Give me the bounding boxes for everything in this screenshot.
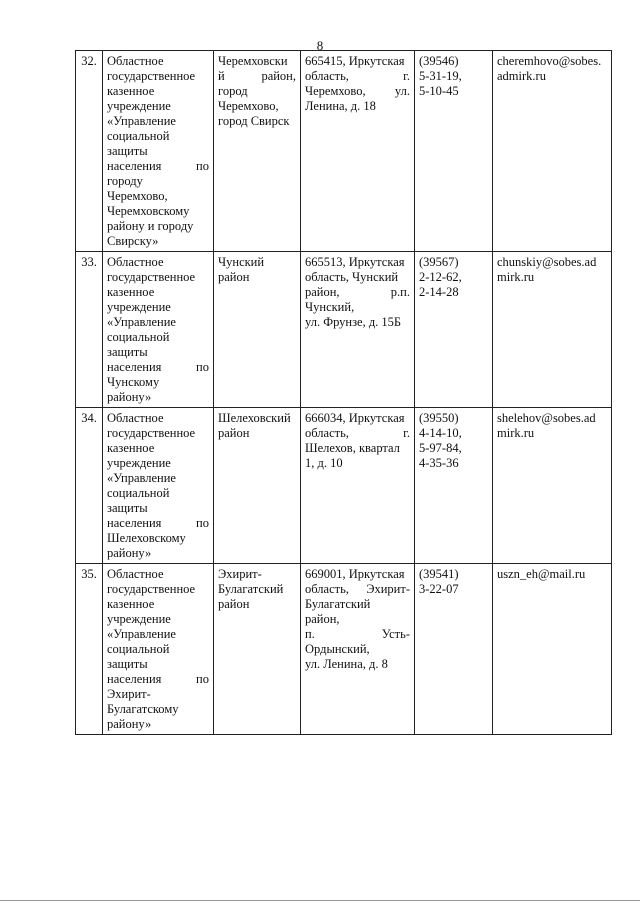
address — [301, 252, 415, 408]
institution-name-line: государственное — [107, 69, 196, 83]
district-line-part: й — [218, 69, 225, 83]
institution-name-line: «Управление — [107, 471, 176, 485]
phone-line: (39550) — [419, 411, 459, 425]
phone — [415, 51, 493, 252]
address-line: 1, д. 10 — [305, 456, 343, 470]
phone — [415, 408, 493, 564]
email-line: uszn_eh@mail.ru — [497, 567, 586, 581]
institution-name-line: казенное — [107, 597, 155, 611]
address-line: Ленина, д. 18 — [305, 99, 376, 113]
institution-name-line: социальной — [107, 486, 170, 500]
address-line — [305, 426, 410, 441]
address-line: Ордынский, — [305, 642, 370, 656]
institution-name-line: государственное — [107, 426, 196, 440]
district-line: город Свирск — [218, 114, 290, 128]
institution-name-line: району и городу — [107, 219, 194, 233]
institution-name-line: «Управление — [107, 315, 176, 329]
institution-name-line — [107, 516, 209, 531]
phone-line: 5-31-19, — [419, 69, 462, 83]
address-line: 669001, Иркутская — [305, 567, 405, 581]
page-number: 8 — [316, 38, 324, 53]
institution-name-line: защиты — [107, 345, 148, 359]
table-row — [76, 564, 612, 735]
institution-name-line — [107, 672, 209, 687]
table-row — [76, 51, 612, 252]
institution-name-line: Областное — [107, 567, 164, 581]
row-number — [76, 408, 103, 564]
district-line: район — [218, 597, 250, 611]
email — [493, 564, 612, 735]
table-row — [76, 252, 612, 408]
row-number — [76, 252, 103, 408]
institution-name-line: учреждение — [107, 456, 171, 470]
institution-name-line: Свирску» — [107, 234, 159, 248]
institution-name — [103, 51, 214, 252]
district-line: Шелеховский — [218, 411, 291, 425]
address-line-part: Эхирит- — [366, 582, 410, 596]
institution-name-line: Шелеховскому — [107, 531, 186, 545]
district-line — [218, 69, 296, 84]
email-line: mirk.ru — [497, 270, 535, 284]
email — [493, 408, 612, 564]
institution-name-line: Областное — [107, 54, 164, 68]
institution-name — [103, 408, 214, 564]
district-line: Булагатский — [218, 582, 284, 596]
institution-name-line: учреждение — [107, 612, 171, 626]
address-line-part: п. — [305, 627, 315, 641]
address-line: район, — [305, 612, 340, 626]
row-number-line: 35. — [81, 567, 97, 581]
address-line-part: область, — [305, 426, 349, 440]
address-line — [305, 69, 410, 84]
institution-name-line: району» — [107, 546, 152, 560]
district-line: район — [218, 270, 250, 284]
address-line: 665415, Иркутская — [305, 54, 405, 68]
phone-line: 4-35-36 — [419, 456, 459, 470]
phone — [415, 252, 493, 408]
institution-name-line-part: населения — [107, 516, 162, 530]
phone-line: (39541) — [419, 567, 459, 581]
row-number-line: 34. — [81, 411, 97, 425]
institution-name-line: «Управление — [107, 114, 176, 128]
address-line: 666034, Иркутская — [305, 411, 405, 425]
row-number-line: 33. — [81, 255, 97, 269]
district — [214, 252, 301, 408]
institution-name-line: району» — [107, 390, 152, 404]
district-line: Черемхово, — [218, 99, 279, 113]
row-number — [76, 564, 103, 735]
institution-name — [103, 564, 214, 735]
address-line-part: г. — [403, 426, 410, 440]
institution-name-line: Чунскому — [107, 375, 160, 389]
institution-name-line: Эхирит- — [107, 687, 151, 701]
institution-name-line: защиты — [107, 657, 148, 671]
institution-name-line: государственное — [107, 582, 196, 596]
institution-name-line: Областное — [107, 255, 164, 269]
email-line: cheremhovo@sobes. — [497, 54, 602, 68]
address-line-part: область, — [305, 69, 349, 83]
row-number — [76, 51, 103, 252]
institution-name-line-part: населения — [107, 672, 162, 686]
institution-name-line-part: по — [196, 360, 209, 374]
institution-name-line-part: по — [196, 159, 209, 173]
institution-name-line: социальной — [107, 642, 170, 656]
district-line-part: район, — [261, 69, 296, 83]
phone-line: 3-22-07 — [419, 582, 459, 596]
address-line: Чунский, — [305, 300, 355, 314]
institution-name-line: социальной — [107, 129, 170, 143]
address-line — [305, 627, 410, 642]
phone-line: (39567) — [419, 255, 459, 269]
institution-name-line: Черемхово, — [107, 189, 168, 203]
address-line-part: Черемхово, — [305, 84, 366, 98]
address-line-part: г. — [403, 69, 410, 83]
table-row — [76, 408, 612, 564]
phone-line: 5-10-45 — [419, 84, 459, 98]
email-line: chunskiy@sobes.ad — [497, 255, 597, 269]
institution-name-line: Булагатскому — [107, 702, 179, 716]
address-line-part: ул. — [394, 84, 410, 98]
email — [493, 51, 612, 252]
district — [214, 564, 301, 735]
email-line: mirk.ru — [497, 426, 535, 440]
institution-name-line: Черемховскому — [107, 204, 190, 218]
address-line-part: Усть- — [381, 627, 410, 641]
district — [214, 408, 301, 564]
institution-name-line: казенное — [107, 285, 155, 299]
institution-name-line-part: по — [196, 516, 209, 530]
address-line-part: р.п. — [390, 285, 410, 299]
email-line: shelehov@sobes.ad — [497, 411, 596, 425]
address-line: ул. Фрунзе, д. 15Б — [305, 315, 402, 329]
address — [301, 564, 415, 735]
phone-line: 2-14-28 — [419, 285, 459, 299]
district — [214, 51, 301, 252]
district-line: Чунский — [218, 255, 265, 269]
footer-rule — [0, 900, 640, 901]
address-line: Шелехов, квартал — [305, 441, 400, 455]
phone-line: (39546) — [419, 54, 459, 68]
institution-name-line: казенное — [107, 84, 155, 98]
address-line: область, Чунский — [305, 270, 399, 284]
institution-name-line: городу — [107, 174, 143, 188]
institution-name-line-part: населения — [107, 159, 162, 173]
institution-name-line: казенное — [107, 441, 155, 455]
address-line — [305, 285, 410, 300]
phone-line: 5-97-84, — [419, 441, 462, 455]
table-body — [76, 51, 612, 735]
institution-name-line: защиты — [107, 144, 148, 158]
institution-name — [103, 252, 214, 408]
address-line: Булагатский — [305, 597, 371, 611]
address-line — [305, 582, 410, 597]
address-line-part: область, — [305, 582, 349, 596]
district-line: Черемховски — [218, 54, 288, 68]
address — [301, 51, 415, 252]
institution-name-line: защиты — [107, 501, 148, 515]
institution-name-line — [107, 159, 209, 174]
email-line: admirk.ru — [497, 69, 546, 83]
address-line: ул. Ленина, д. 8 — [305, 657, 388, 671]
institution-name-line: Областное — [107, 411, 164, 425]
institutions-table — [75, 50, 612, 735]
institution-name-line: социальной — [107, 330, 170, 344]
district-line: Эхирит- — [218, 567, 262, 581]
institution-name-line: государственное — [107, 270, 196, 284]
institution-name-line: учреждение — [107, 300, 171, 314]
institution-name-line: району» — [107, 717, 152, 731]
district-line: город — [218, 84, 248, 98]
institution-name-line — [107, 360, 209, 375]
phone — [415, 564, 493, 735]
institution-name-line: «Управление — [107, 627, 176, 641]
address-line-part: район, — [305, 285, 340, 299]
institution-name-line-part: по — [196, 672, 209, 686]
institution-name-line-part: населения — [107, 360, 162, 374]
phone-line: 4-14-10, — [419, 426, 462, 440]
row-number-line: 32. — [81, 54, 97, 68]
address-line: 665513, Иркутская — [305, 255, 405, 269]
address-line — [305, 84, 410, 99]
institution-name-line: учреждение — [107, 99, 171, 113]
address — [301, 408, 415, 564]
email — [493, 252, 612, 408]
phone-line: 2-12-62, — [419, 270, 462, 284]
district-line: район — [218, 426, 250, 440]
